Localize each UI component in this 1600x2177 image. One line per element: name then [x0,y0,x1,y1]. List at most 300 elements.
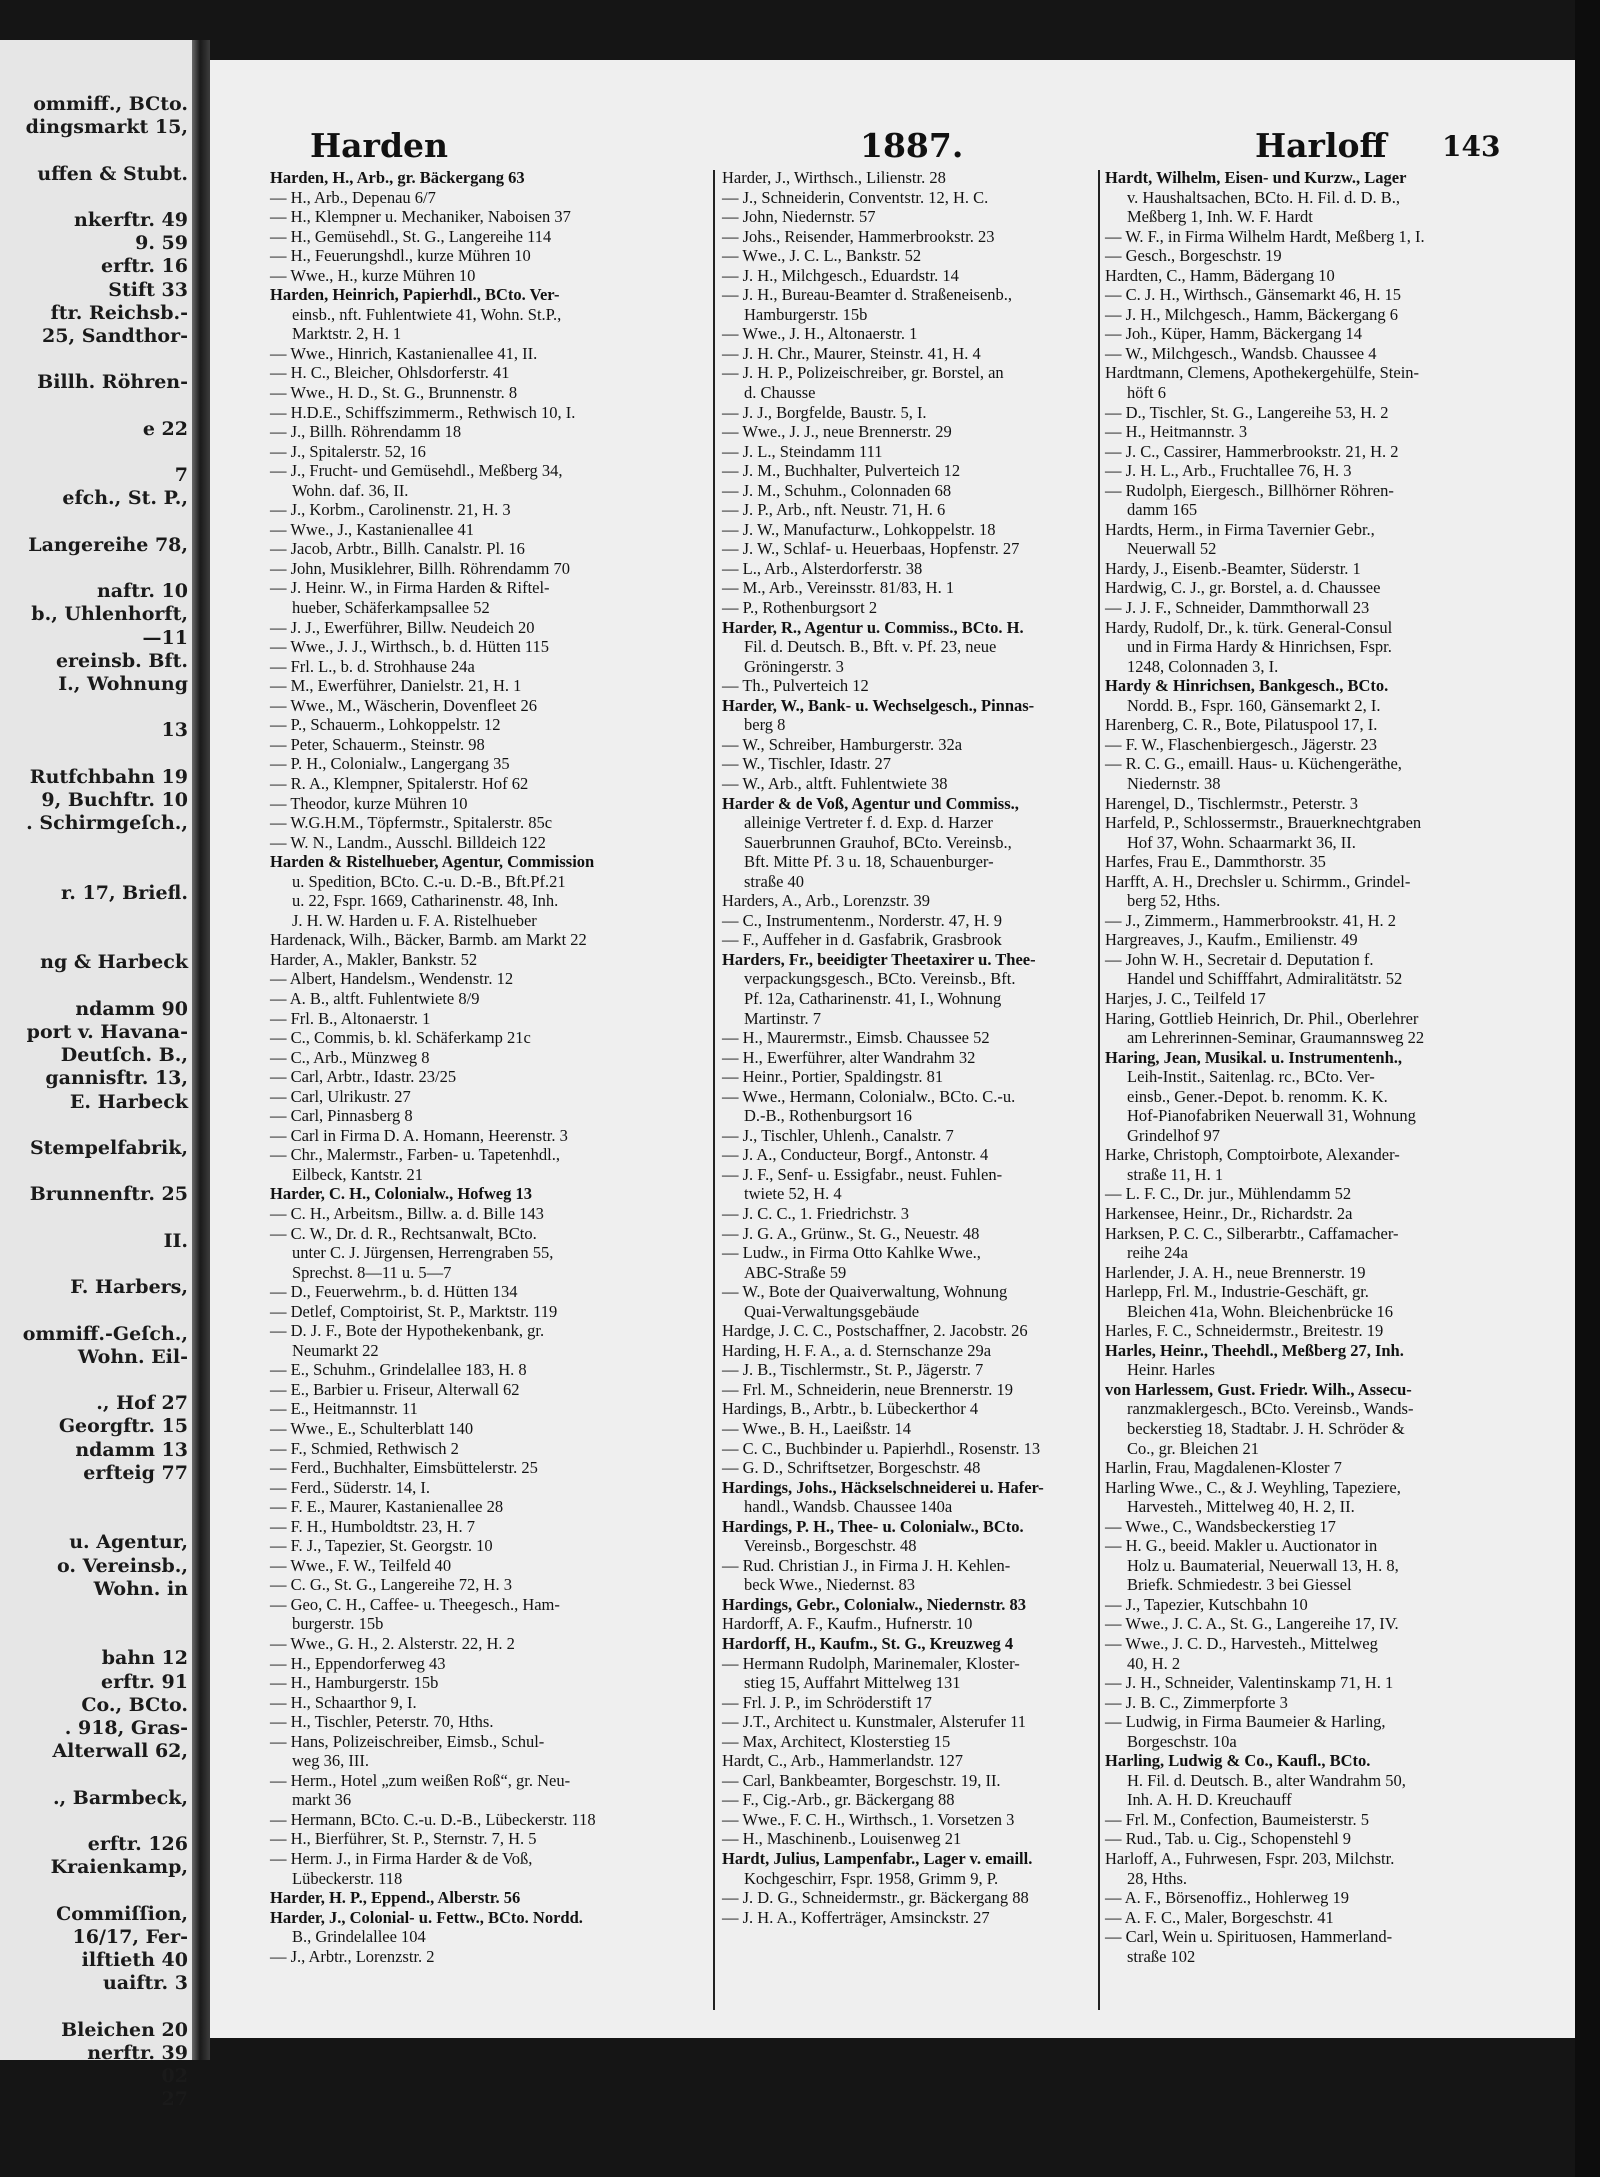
directory-entry: — J. C., Cassirer, Hammerbrookstr. 21, H. 2 [1105,441,1399,461]
left-page-line [2,1809,188,1833]
directory-entry: Hof 37, Wohn. Schaarmarkt 36, II. [1127,832,1356,852]
left-page-line [2,1507,188,1531]
left-page-line [2,510,188,534]
directory-entry: — Wwe., B. H., Laeißstr. 14 [722,1419,911,1438]
running-head-left: Harden [310,126,449,165]
directory-entry: — Chr., Malermstr., Farben- u. Tapetenhdl., [270,1145,560,1165]
directory-entry: Co., gr. Bleichen 21 [1127,1438,1259,1458]
directory-column-3 [1105,168,1571,2028]
directory-entry: — Ferd., Buchhalter, Eimsbüttelerstr. 25 [270,1458,538,1478]
left-page-line: Brunnenftr. 25 [29,1183,188,1206]
directory-entry: — Theodor, kurze Mühren 10 [270,793,468,813]
directory-entry: Hardten, C., Hamm, Bädergang 10 [1105,265,1335,285]
directory-entry: — Carl, Arbtr., Idastr. 23/25 [270,1067,457,1087]
directory-entry: — H. C., Bleicher, Ohlsdorferstr. 41 [270,363,510,383]
directory-entry: — Frl. M., Confection, Baumeisterstr. 5 [1105,1809,1369,1829]
directory-entry: Harfeld, P., Schlossermstr., Brauerknechtgraben [1105,813,1422,833]
directory-entry: — Hermann Rudolph, Marinemaler, Kloster- [722,1653,1020,1673]
directory-entry: Harlepp, Frl. M., Industrie-Geschäft, gr. [1105,1282,1369,1302]
directory-entry: — Wwe., H., kurze Mühren 10 [270,265,476,285]
directory-entry: Harke, Christoph, Comptoirbote, Alexander- [1105,1145,1400,1165]
directory-entry: Nordd. B., Fspr. 160, Gänsemarkt 2, I. [1127,695,1381,715]
left-page-line: 25, Sandthor- [42,325,188,347]
directory-entry: berg 8 [744,715,786,735]
directory-entry: Harder, W., Bank- u. Wechselgesch., Pinnas- [722,695,1035,715]
left-page-line: 27 [161,2088,188,2111]
left-page-line: efch., St. P., [62,487,188,510]
directory-entry: — Ludwig, in Firma Baumeier & Harling, [1105,1712,1386,1732]
directory-entry: — J. Heinr. W., in Firma Harden & Riftel- [270,578,550,598]
left-page-line: ommiff.-Geſch., [22,1322,188,1345]
directory-entry: — Hermann, BCto. C.-u. D.-B., Lübeckerstr. 118 [270,1809,596,1829]
directory-entry: — A. F. C., Maler, Borgeschstr. 41 [1105,1907,1334,1927]
directory-entry: — Ferd., Süderstr. 14, I. [270,1477,430,1497]
directory-entry: — F. J., Tapezier, St. Georgstr. 10 [270,1536,493,1556]
left-page-line [2,138,188,162]
directory-entry: — J., Frucht- und Gemüsehdl., Meßberg 34, [270,461,563,481]
left-page-line: 02 [161,2065,188,2087]
directory-entry: — Wwe., F. C. H., Wirthsch., 1. Vorsetzen 3 [722,1809,1015,1829]
left-page-line: o. Vereinsb., [57,1554,188,1577]
directory-entry: Martinstr. 7 [744,1008,821,1028]
directory-entry: — John, Musiklehrer, Billh. Röhrendamm 70 [270,558,570,578]
directory-entry: — John W. H., Secretair d. Deputation f. [1105,949,1374,969]
directory-entry: Harksen, P. C. C., Silberarbtr., Caffamacher- [1105,1223,1399,1243]
directory-entry: burgerstr. 15b [292,1614,384,1634]
left-page-line: erfteig 77 [83,1461,188,1484]
directory-column-2 [722,168,1094,2028]
directory-entry: — R. A., Klempner, Spitalerstr. Hof 62 [270,773,529,793]
directory-entry: — M., Arb., Vereinsstr. 81/83, H. 1 [722,578,955,598]
directory-entry: berg 52, Hths. [1127,891,1221,911]
directory-entry: reihe 24a [1127,1243,1188,1263]
directory-entry: Hardings, P. H., Thee- u. Colonialw., BCto. [722,1516,1024,1536]
directory-entry: ABC-Straße 59 [744,1262,847,1282]
left-page-fragment [0,40,192,2111]
scan-border [1575,0,1600,2177]
directory-entry: — Geo, C. H., Caffee- u. Theegesch., Ham- [270,1594,560,1614]
directory-entry: Hardt, Wilhelm, Eisen- und Kurzw., Lager [1105,168,1407,187]
left-page-line: gannisftr. 13, [45,1067,188,1090]
directory-entry: — Max, Architect, Klosterstieg 15 [722,1731,951,1751]
directory-entry: — J. H. L., Arb., Fruchtallee 76, H. 3 [1105,461,1352,481]
directory-entry: — Rudolph, Eiergesch., Billhörner Röhren- [1105,480,1394,500]
directory-entry: Harling, Ludwig & Co., Kaufl., BCto. [1105,1751,1371,1771]
left-page-line: F. Harbers, [70,1276,188,1299]
directory-entry: J. H. W. Harden u. F. A. Ristelhueber [292,910,537,930]
directory-entry: Quai-Verwaltungsgebäude [744,1301,920,1321]
directory-entry: — H., Klempner u. Mechaniker, Naboisen 37 [270,207,571,227]
directory-entry: u. 22, Fspr. 1669, Catharinenstr. 48, Inh. [292,891,559,911]
directory-entry: — J. M., Buchhalter, Pulverteich 12 [722,461,961,481]
left-page-line: erftr. 91 [101,1670,188,1693]
directory-entry: H. Fil. d. Deutsch. B., alter Wandrahm 50, [1127,1770,1406,1790]
directory-entry: — J., Zimmerm., Hammerbrookstr. 41, H. 2 [1105,910,1397,930]
directory-entry: — H., Ewerführer, alter Wandrahm 32 [722,1047,976,1067]
directory-entry: Vereinsb., Borgeschstr. 48 [744,1536,917,1556]
directory-entry: — H. G., beeid. Makler u. Auctionator in [1105,1536,1378,1556]
directory-entry: Harders, A., Arb., Lorenzstr. 39 [722,891,931,911]
directory-entry: — F., Schmied, Rethwisch 2 [270,1438,459,1458]
left-page-line [2,1600,188,1624]
directory-entry: — F. E., Maurer, Kastanienallee 28 [270,1497,504,1517]
left-page-line: nkerftr. 49 [74,209,188,231]
directory-entry: — J. W., Manufacturw., Lohkoppelstr. 18 [722,519,996,539]
directory-entry: Pf. 12a, Catharinenstr. 41, I., Wohnung [744,988,1002,1008]
directory-entry: — Jacob, Arbtr., Billh. Canalstr. Pl. 16 [270,539,525,559]
left-page-line [2,1878,188,1902]
left-page-line: ftr. Reichsb.- [50,301,188,324]
directory-entry: — Peter, Schauerm., Steinstr. 98 [270,734,485,754]
directory-entry: Harder, A., Makler, Bankstr. 52 [270,949,478,969]
left-page-line: Kraienkamp, [50,1856,188,1879]
directory-entry: — Joh., Küper, Hamm, Bäckergang 14 [1105,324,1363,344]
directory-entry: — W. N., Landm., Ausschl. Billdeich 122 [270,832,546,852]
directory-entry: Handel und Schifffahrt, Admiralitätstr. 52 [1127,969,1403,989]
directory-entry: Hamburgerstr. 15b [744,304,868,324]
directory-entry: — J. H., Milchgesch., Eduardstr. 14 [722,265,959,285]
directory-entry: — J., Korbm., Carolinenstr. 21, H. 3 [270,500,511,520]
left-page-line [2,834,188,858]
directory-entry: — W., Tischler, Idastr. 27 [722,754,891,774]
directory-entry: Harvesteh., Mittelweg 40, H. 2, II. [1127,1497,1355,1517]
left-page-line [2,347,188,371]
directory-entry: straße 11, H. 1 [1127,1164,1224,1184]
directory-entry: — Wwe., H. D., St. G., Brunnenstr. 8 [270,383,518,403]
left-page-line: ommiff., BCto. [33,93,188,115]
left-page-line: nerftr. 39 [87,2041,188,2064]
directory-entry: — F., Cig.-Arb., gr. Bäckergang 88 [722,1790,955,1810]
directory-entry: Harfft, A. H., Drechsler u. Schirmm., Grindel- [1105,871,1411,891]
directory-entry: 28, Hths. [1127,1868,1188,1888]
directory-entry: — Th., Pulverteich 12 [722,676,869,696]
directory-entry: — M., Ewerführer, Danielstr. 21, H. 1 [270,676,522,696]
directory-entry: verpackungsgesch., BCto. Vereinsb., Bft. [744,969,1016,989]
directory-entry: Harles, F. C., Schneidermstr., Breitestr. 19 [1105,1321,1384,1341]
directory-entry: — H., Eppendorferweg 43 [270,1653,446,1673]
directory-entry: Hardings, Gebr., Colonialw., Niedernstr. 83 [722,1594,1027,1614]
directory-entry: Kochgeschirr, Fspr. 1958, Grimm 9, P. [744,1868,999,1888]
left-page-line [2,1298,188,1322]
directory-entry: — J. J., Ewerführer, Billw. Neudeich 20 [270,617,535,637]
directory-entry: 40, H. 2 [1127,1653,1181,1673]
directory-entry: — Wwe., J. J., neue Brennerstr. 29 [722,422,952,442]
left-page-line [2,1368,188,1392]
directory-entry: — C. W., Dr. d. R., Rechtsanwalt, BCto. [270,1223,537,1243]
directory-entry: Neumarkt 22 [292,1340,379,1360]
directory-entry: Harden & Ristelhueber, Agentur, Commission [270,852,595,872]
directory-entry: Harfes, Frau E., Dammthorstr. 35 [1105,852,1326,872]
directory-entry: stieg 15, Auffahrt Mittelweg 131 [744,1673,961,1693]
directory-entry: — H., Heitmannstr. 3 [1105,422,1248,442]
left-page-line: E. Harbeck [69,1090,188,1113]
left-page-line [2,742,188,766]
directory-entry: — A. F., Börsenoffiz., Hohlerweg 19 [1105,1888,1350,1908]
left-page-line: bahn 12 [101,1647,188,1670]
left-page-line: Georgftr. 15 [58,1415,188,1438]
directory-entry: — W., Schreiber, Hamburgerstr. 32a [722,734,963,754]
directory-entry: — Rud., Tab. u. Cig., Schopenstehl 9 [1105,1829,1352,1849]
directory-entry: unter C. J. Jürgensen, Herrengraben 55, [292,1243,554,1263]
directory-entry: — J. H. Chr., Maurer, Steinstr. 41, H. 4 [722,343,981,363]
directory-entry: B., Grindelallee 104 [292,1927,426,1947]
directory-entry: — Hans, Polizeischreiber, Eimsb., Schul- [270,1731,545,1751]
left-page-line: Stift 33 [108,278,188,301]
left-page-line: ereinsb. Bft. [55,649,188,672]
directory-entry: Hardorff, A. F., Kaufm., Hufnerstr. 10 [722,1614,973,1634]
left-page-line: 9, Buchftr. 10 [41,789,188,811]
directory-entry: — Johs., Reisender, Hammerbrookstr. 23 [722,226,995,246]
directory-entry: — J. F., Senf- u. Essigfabr., neust. Fuhlen- [722,1164,1003,1184]
directory-entry: Harlender, J. A. H., neue Brennerstr. 19 [1105,1262,1366,1282]
directory-entry: — Wwe., E., Schulterblatt 140 [270,1419,474,1438]
directory-entry: — Herm., Hotel „zum weißen Roß“, gr. Neu- [270,1770,571,1790]
directory-entry: Hardy & Hinrichsen, Bankgesch., BCto. [1105,676,1389,696]
directory-entry: handl., Wandsb. Chaussee 140a [744,1497,953,1517]
left-page-line: uffen & Stubt. [37,162,188,185]
directory-entry: — C., Instrumentenm., Norderstr. 47, H. 9 [722,910,1003,930]
directory-entry: — L. F. C., Dr. jur., Mühlendamm 52 [1105,1184,1352,1204]
directory-entry: — Wwe., G. H., 2. Alsterstr. 22, H. 2 [270,1634,515,1654]
directory-entry: d. Chausse [744,383,816,403]
directory-entry: beck Wwe., Niedernst. 83 [744,1575,916,1595]
left-page-line: naftr. 10 [96,580,188,603]
directory-entry: — J. P., Arb., nft. Neustr. 71, H. 6 [722,500,946,520]
directory-entry: — Gesch., Borgeschstr. 19 [1105,246,1282,266]
directory-entry: Harder, H. P., Eppend., Alberstr. 56 [270,1888,521,1908]
directory-entry: — Ludw., in Firma Otto Kahlke Wwe., [722,1243,981,1263]
directory-entry: — H., Maurermstr., Eimsb. Chaussee 52 [722,1028,990,1048]
directory-entry: — J. M., Schuhm., Colonnaden 68 [722,480,952,500]
directory-entry: — L., Arb., Alsterdorferstr. 38 [722,558,923,578]
directory-entry: Harden, Heinrich, Papierhdl., BCto. Ver- [270,285,560,305]
directory-entry: — Wwe., C., Wandsbeckerstieg 17 [1105,1516,1336,1536]
directory-entry: — Carl, Ulrikustr. 27 [270,1086,411,1106]
directory-entry: — E., Schuhm., Grindelallee 183, H. 8 [270,1360,527,1380]
left-page-line: I., Wohnung [58,673,188,695]
directory-entry: — D., Feuerwehrm., b. d. Hütten 134 [270,1282,518,1302]
left-page-line [2,974,188,998]
directory-entry: Hof-Pianofabriken Neuerwall 31, Wohnung [1127,1106,1416,1126]
left-page-line: —11 [142,626,188,649]
left-page-line: Wohn. in [93,1577,188,1600]
directory-entry: — Rud. Christian J., in Firma J. H. Kehlen- [722,1555,1011,1575]
directory-entry: Harengel, D., Tischlermstr., Peterstr. 3 [1105,793,1358,813]
directory-entry: — Frl. B., Altonaerstr. 1 [270,1008,431,1028]
directory-entry: von Harlessem, Gust. Friedr. Wilh., Assecu- [1105,1379,1412,1399]
left-page-line: 13 [161,719,188,742]
directory-entry: Harjes, J. C., Teilfeld 17 [1105,988,1266,1008]
directory-entry: — C., Arb., Münzweg 8 [270,1047,430,1067]
directory-entry: — J. H., Bureau-Beamter d. Straßeneisenb., [722,285,1013,305]
directory-entry: 1248, Colonnaden 3, I. [1127,656,1279,676]
directory-entry: — R. C. G., emaill. Haus- u. Küchengeräthe, [1105,754,1402,774]
left-page-line: u. Agentur, [69,1531,188,1554]
directory-entry: — John, Niedernstr. 57 [722,207,876,227]
left-page-line: Deutſch. B., [60,1044,188,1067]
left-page-line: Bleichen 20 [61,2018,188,2041]
left-page-line: 9. 59 [135,232,188,255]
directory-entry: — Wwe., J. C. D., Harvesteh., Mittelweg [1105,1634,1378,1654]
directory-entry: Hardts, Herm., in Firma Tavernier Gebr., [1105,519,1375,539]
directory-entry: Hargreaves, J., Kaufm., Emilienstr. 49 [1105,930,1358,950]
directory-entry: Hardy, J., Eisenb.-Beamter, Süderstr. 1 [1105,558,1361,578]
directory-entry: Leih-Instit., Saitenlag. rc., BCto. Ver- [1127,1067,1375,1087]
directory-entry: — J. G. A., Grünw., St. G., Neuestr. 48 [722,1223,980,1243]
directory-entry: — H.D.E., Schiffszimmerm., Rethwisch 10, I. [270,402,576,422]
directory-entry: Sprechst. 8—11 u. 5—7 [292,1262,452,1282]
left-page-line: port v. Havana- [26,1021,188,1043]
directory-entry: Haring, Gottlieb Heinrich, Dr. Phil., Oberlehrer [1105,1008,1419,1028]
directory-entry: Harloff, A., Fuhrwesen, Fspr. 203, Milchstr. [1105,1849,1395,1869]
directory-entry: — Wwe., M., Wäscherin, Dovenfleet 26 [270,695,537,715]
directory-entry: — E., Barbier u. Friseur, Alterwall 62 [270,1379,520,1399]
page-number: 143 [1442,130,1501,163]
directory-entry: Borgeschstr. 10a [1127,1731,1237,1751]
directory-entry: Hardy, Rudolf, Dr., k. türk. General-Consul [1105,617,1393,637]
directory-entry: — J. H., Milchgesch., Hamm, Bäckergang 6 [1105,304,1398,324]
left-page-line [2,1159,188,1183]
directory-entry: — C. C., Buchbinder u. Papierhdl., Rosenstr. 13 [722,1438,1041,1458]
directory-entry: — D., Tischler, St. G., Langereihe 53, H. 2 [1105,402,1389,422]
directory-entry: damm 165 [1127,500,1198,520]
left-page-line [2,695,188,719]
directory-entry: — J., Tapezier, Kutschbahn 10 [1105,1594,1308,1614]
directory-entry: straße 40 [744,871,805,891]
directory-entry: — Carl, Wein u. Spirituosen, Hammerland- [1105,1927,1393,1947]
directory-entry: — Frl. J. P., im Schröderstift 17 [722,1692,932,1712]
directory-entry: Briefk. Schmiedestr. 3 bei Giessel [1127,1575,1352,1595]
directory-entry: Bft. Mitte Pf. 3 u. 18, Schauenburger- [744,852,994,872]
directory-entry: — F. H., Humboldtstr. 23, H. 7 [270,1516,475,1536]
left-page-line: uaiftr. 3 [102,1972,188,1995]
directory-entry: — W., Milchgesch., Wandsb. Chaussee 4 [1105,343,1377,363]
directory-entry: Meßberg 1, Inh. W. F. Hardt [1127,207,1313,227]
left-page-line: dingsmarkt 15, [25,116,188,139]
directory-entry: — Wwe., J. J., Wirthsch., b. d. Hütten 115 [270,637,550,657]
directory-entry: — J. L., Steindamm 111 [722,441,883,461]
directory-entry: — J. H. P., Polizeischreiber, gr. Borstel, an [722,363,1004,383]
directory-entry: weg 36, III. [292,1751,369,1771]
directory-entry: — Heinr., Portier, Spaldingstr. 81 [722,1067,944,1087]
left-page-line: ., Hof 27 [96,1392,188,1415]
directory-entry: Harder, J., Wirthsch., Lilienstr. 28 [722,168,946,187]
left-page-line [2,1113,188,1137]
left-page-line: Commiſſion, [56,1902,188,1925]
directory-entry: — Albert, Handelsm., Wendenstr. 12 [270,969,514,989]
directory-entry: Harders, Fr., beeidigter Theetaxirer u. Thee- [722,949,1036,969]
directory-entry: und in Firma Hardy & Hinrichsen, Fspr. [1127,637,1392,657]
left-page-line [2,556,188,580]
directory-entry: — Wwe., Hermann, Colonialw., BCto. C.-u. [722,1086,1016,1106]
left-page-line [2,1206,188,1230]
directory-entry: Harles, Heinr., Theehdl., Meßberg 27, Inh. [1105,1340,1404,1360]
left-page-line: ng & Harbeck [40,951,188,974]
directory-entry: — C. G., St. G., Langereihe 72, H. 3 [270,1575,512,1595]
directory-entry: — Wwe., F. W., Teilfeld 40 [270,1555,452,1575]
directory-entry: Niedernstr. 38 [1127,773,1221,793]
left-page-line [2,1623,188,1647]
directory-entry: höft 6 [1127,383,1166,403]
directory-entry: — P., Rothenburgsort 2 [722,598,878,618]
directory-entry: — J., Tischler, Uhlenh., Canalstr. 7 [722,1125,954,1145]
directory-entry: — H., Arb., Depenau 6/7 [270,187,436,207]
directory-entry: Hardwig, C. J., gr. Borstel, a. d. Chaussee [1105,578,1381,598]
directory-entry: — H., Gemüsehdl., St. G., Langereihe 114 [270,226,552,246]
directory-entry: straße 102 [1127,1946,1196,1966]
directory-entry: v. Haushaltsachen, BCto. H. Fil. d. D. B., [1127,187,1400,207]
directory-entry: — Carl, Pinnasberg 8 [270,1106,413,1126]
directory-entry: — Wwe., Hinrich, Kastanienallee 41, II. [270,343,538,363]
left-page-line: Wohn. Eil- [77,1345,188,1368]
left-page-line: ., Barmbeck, [52,1786,188,1809]
directory-entry: hueber, Schäferkampsallee 52 [292,598,490,618]
directory-entry: Hardings, B., Arbtr., b. Lübeckerthor 4 [722,1399,979,1419]
directory-entry: — C. J. H., Wirthsch., Gänsemarkt 46, H. 15 [1105,285,1402,305]
column-rule-1 [713,170,715,2010]
directory-entry: Heinr. Harles [1127,1360,1215,1380]
directory-entry: — J. J. F., Schneider, Dammthorwall 23 [1105,598,1370,618]
directory-entry: — J.T., Architect u. Kunstmaler, Alsterufer 11 [722,1712,1027,1732]
directory-entry: — F. W., Flaschenbiergesch., Jägerstr. 23 [1105,734,1377,754]
directory-entry: — Wwe., J. H., Altonaerstr. 1 [722,324,918,344]
directory-entry: — Carl in Firma D. A. Homann, Heerenstr. 3 [270,1125,568,1145]
directory-entry: — W., Bote der Quaiverwaltung, Wohnung [722,1282,1008,1302]
left-page-line [2,904,188,928]
directory-entry: — Frl. L., b. d. Strohhause 24a [270,656,475,676]
directory-entry: — H., Tischler, Peterstr. 70, Hths. [270,1712,494,1732]
directory-entry: Lübeckerstr. 118 [292,1868,403,1888]
directory-entry: — Wwe., J. C. L., Bankstr. 52 [722,246,922,266]
directory-entry: Hardings, Johs., Häckselschneiderei u. Hafer- [722,1477,1044,1497]
directory-page [210,60,1575,2038]
directory-entry: Eilbeck, Kantstr. 21 [292,1164,424,1184]
directory-entry: — J. B., Tischlermstr., St. P., Jägerstr. 7 [722,1360,984,1380]
directory-entry: Hardenack, Wilh., Bäcker, Barmb. am Markt 22 [270,930,587,950]
directory-entry: — J., Billh. Röhrendamm 18 [270,422,462,442]
directory-entry: — Detlef, Comptoirist, St. P., Marktstr. 119 [270,1301,558,1321]
left-page-line [2,185,188,209]
directory-entry: — A. B., altft. Fuhlentwiete 8/9 [270,988,480,1008]
directory-entry: — W., Arb., altft. Fuhlentwiete 38 [722,773,948,793]
directory-entry: Harlin, Frau, Magdalenen-Kloster 7 [1105,1458,1342,1478]
directory-entry: — P., Schauerm., Lohkoppelstr. 12 [270,715,501,735]
left-page-line: r. 17, Briefl. [61,881,188,904]
directory-entry: — F., Auffeher in d. Gasfabrik, Grasbrook [722,930,1002,950]
directory-entry: — D. J. F., Bote der Hypothekenbank, gr. [270,1321,545,1341]
directory-entry: — J. A., Conducteur, Borgf., Antonstr. 4 [722,1145,989,1165]
left-page-line [2,394,188,418]
directory-entry: — C. H., Arbeitsm., Billw. a. d. Bille 143 [270,1203,544,1223]
directory-entry: Harden, H., Arb., gr. Bäckergang 63 [270,168,525,187]
directory-entry: — J. B. C., Zimmerpforte 3 [1105,1692,1288,1712]
directory-entry: — Wwe., J., Kastanienallee 41 [270,519,475,539]
left-page-line: erftr. 126 [87,1833,188,1855]
directory-entry: — W. F., in Firma Wilhelm Hardt, Meßberg 1, I. [1105,226,1425,246]
directory-entry: Harkensee, Heinr., Dr., Richardstr. 2a [1105,1203,1353,1223]
directory-entry: Harder & de Voß, Agentur und Commiss., [722,793,1019,813]
left-page-line: Rutfchbahn 19 [29,765,188,788]
left-page-line [2,858,188,882]
directory-entry: markt 36 [292,1790,352,1810]
left-page-line: 16/17, Fer- [72,1925,188,1948]
directory-entry: — J., Schneiderin, Conventstr. 12, H. C. [722,187,989,207]
left-page-line [2,927,188,951]
directory-entry: Hardt, C., Arb., Hammerlandstr. 127 [722,1751,964,1771]
directory-entry: Marktstr. 2, H. 1 [292,324,402,344]
directory-entry: — J., Arbtr., Lorenzstr. 2 [270,1946,435,1966]
directory-entry: — G. D., Schriftsetzer, Borgeschstr. 48 [722,1458,981,1478]
